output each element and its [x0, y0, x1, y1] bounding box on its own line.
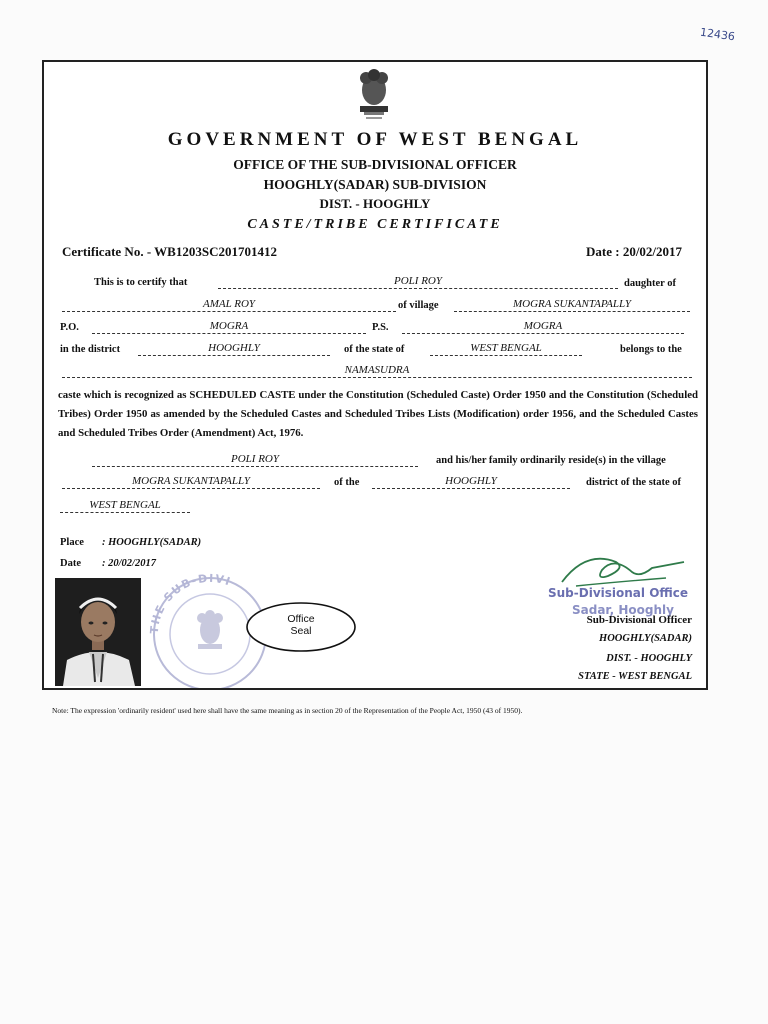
subdivision-title: HOOGHLY(SADAR) SUB-DIVISION	[263, 177, 487, 192]
ps-field: MOGRA	[402, 320, 684, 334]
po-field: MOGRA	[92, 320, 366, 334]
certify-label: This is to certify that	[94, 277, 188, 288]
place-label: Place	[60, 537, 84, 548]
certificate-number: Certificate No. - WB1203SC201701412	[62, 244, 277, 259]
village-field-2: MOGRA SUKANTAPALLY	[62, 475, 320, 489]
district-title: DIST. - HOOGHLY	[319, 196, 431, 211]
office-seal-line-1: Office	[287, 613, 315, 625]
place-value: : HOOGHLY(SADAR)	[102, 537, 202, 548]
office-seal-label	[244, 613, 358, 637]
office-title: OFFICE OF THE SUB-DIVISIONAL OFFICER	[233, 157, 517, 172]
family-label: and his/her family ordinarily reside(s) in the village	[436, 455, 666, 466]
signature-title: Sub-Divisional Officer	[586, 614, 692, 626]
stamp-line-2: Sadar, Hooghly	[572, 603, 674, 617]
ps-label: P.S.	[372, 322, 389, 333]
certificate-title: CASTE/TRIBE CERTIFICATE	[247, 217, 503, 232]
ofthe-label: of the	[334, 477, 360, 488]
holder-name-field-2: POLI ROY	[92, 453, 418, 467]
stamp-line-1: Sub-Divisional Office	[548, 586, 689, 600]
footnote: Note: The expression 'ordinarily resident' used here shall have the same meaning as in section 20 of the Representation of the People Act, 1950 (43 of 1950).	[52, 706, 523, 715]
handwritten-number: 12436	[699, 25, 736, 44]
village-label: of village	[398, 300, 439, 311]
state-field: WEST BENGAL	[430, 342, 582, 356]
office-seal-line-2: Seal	[290, 625, 312, 637]
holder-photo	[55, 578, 141, 686]
government-title: GOVERNMENT OF WEST BENGAL	[167, 129, 583, 150]
relation-label: daughter of	[624, 278, 677, 289]
caste-field: NAMASUDRA	[62, 364, 692, 378]
holder-name-field: POLI ROY	[218, 275, 618, 289]
date-label-2: Date	[60, 558, 81, 569]
state-field-2: WEST BENGAL	[60, 499, 190, 513]
village-field: MOGRA SUKANTAPALLY	[454, 298, 690, 312]
belongs-label: belongs to the	[620, 344, 682, 355]
district-field: HOOGHLY	[138, 342, 330, 356]
signature-line-2: HOOGHLY(SADAR)	[599, 633, 692, 644]
state-label: of the state of	[344, 344, 405, 355]
certificate-date: Date : 20/02/2017	[586, 244, 683, 259]
stamp-ring-text: THE SUB-DIVI	[147, 571, 234, 635]
po-label: P.O.	[60, 322, 79, 333]
parent-name-field: AMAL ROY	[62, 298, 396, 312]
signature-line-4: STATE - WEST BENGAL	[578, 671, 692, 682]
district-state-label: district of the state of	[586, 477, 682, 488]
district-label: in the district	[60, 344, 121, 355]
district-field-2: HOOGHLY	[372, 475, 570, 489]
certificate-paragraph: caste which is recognized as SCHEDULED CASTE under the Constitution (Scheduled Caste) Order 1950 and the Constitution (Scheduled Tribes) Order 1950 as amended by the Scheduled Castes and Scheduled Tribes Lists (Modification) order 1956, and the Scheduled Castes and Scheduled Tribes Order (Amendment) Act, 1976.	[58, 389, 698, 439]
date-value-2: : 20/02/2017	[102, 558, 156, 569]
state-emblem-icon	[352, 66, 396, 122]
signature-line-3: DIST. - HOOGHLY	[606, 653, 692, 664]
